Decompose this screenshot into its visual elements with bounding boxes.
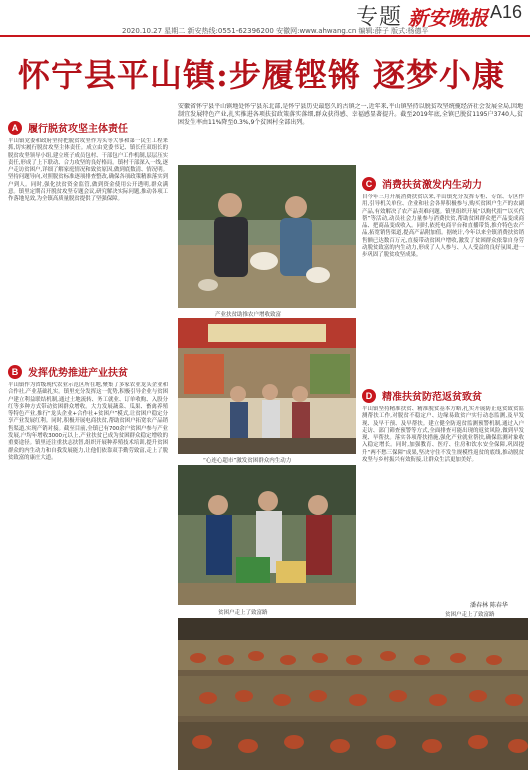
section-b-text: 平山镇作为省级现代农业示范区所在地,聚集了多家农业龙头企业和合作社,产业基础扎实。镇里充分发挥这一优势,积极引导企业与贫困户建立利益联结机制,通过土地流转、务工就业、订单收购、入股分红等多种方式带动贫困群众增收。大力发展蔬菜、瓜果、畜禽养殖等特色产业,推行“龙头企业+合作社+贫困户”模式,让贫困户稳定分享产业发展红利。同时,积极开展电商扶贫,帮助贫困户拓宽农产品销售渠道,实现产销对接。截至目前,全镇已有700余户贫困户参与产业发展,户均年增收3000元以上,产业扶贫已成为贫困群众稳定增收的重要途径。镇里还注重扶志扶智,组织开展种养殖技术培训,提升贫困群众的内生动力和自我发展能力,让他们依靠双手勤劳致富,走上了脱贫致富的康庄大道。 — [8, 382, 168, 461]
photo-caption-4: 贫困户走上了致富路 — [445, 612, 495, 618]
section-d-title: 精准扶贫防范返贫致贫 — [382, 392, 482, 403]
section-c-text: 自今年三月开展消费扶贫以来,平山镇充分发挥专柜、专馆、专区作用,引导机关单位、企业和社会各界积极参与,购买贫困户生产的农副产品,有效解决了农产品卖难问题。镇里组织开展“以购代捐”“以买代帮”等活动,动员社会力量参与消费扶贫,帮助贫困群众把产品变成商品、把商品变成收入。同时,依托电商平台和直播带货,推介特色农产品,拓宽销售渠道,提高产品附加值。据统计,今年以来全镇消费扶贫销售额已达数百万元,直接带动贫困户增收,激发了贫困群众依靠自身劳动脱贫致富的内生动力,形成了人人参与、人人受益的良好氛围,进一步巩固了脱贫攻坚成果。 — [362, 194, 524, 259]
section-b-heading — [8, 364, 128, 379]
section-a-text: 平山镇党委和政府坚持把脱贫攻坚作为头等大事和第一民生工程来抓,切实履行脱贫攻坚主体责任。成立由党委书记、镇长任双组长的脱贫攻坚领导小组,建立班子成员包村、干部包户工作机制,层层压实责任,形成了上下联动、合力攻坚的良好格局。镇村干部深入一线,逐户走访贫困户,详细了解家庭情况和致贫原因,做到底数清、情况明。坚持问题导向,对照脱贫标准逐项排查整改,确保各项政策精准落实到户到人。同时,强化扶贫资金监管,做到资金使用公开透明,群众满意。镇里定期召开脱贫攻坚专题会议,研究解决实际问题,推动各项工作落地见效,为全镇高质量脱贫提供了坚强保障。 — [8, 138, 168, 203]
photo-chicken-farm — [178, 618, 528, 770]
section-c-heading — [362, 176, 482, 191]
photo-poultry-farmer — [178, 165, 356, 308]
header-meta: 2020.10.27 星期二 新安热线:0551-62396200 安徽网:www.ahwang.cn 编辑:薛子 版式:杨德平 — [122, 27, 429, 35]
section-d-badge: D — [362, 389, 376, 403]
header-rule — [0, 35, 530, 37]
section-a-title: 履行脱贫攻坚主体责任 — [28, 124, 128, 135]
photo-caption-2: “心连心超市”激发贫困群众内生动力 — [203, 458, 292, 464]
section-a-badge: A — [8, 121, 22, 135]
section-c-title: 消费扶贫激发内生动力 — [382, 180, 482, 191]
section-c-badge: C — [362, 177, 376, 191]
page-number: A16 — [490, 2, 523, 22]
photo-caption-3: 贫困户走上了致富路 — [218, 610, 268, 616]
author-byline: 潘春林 陈春华 — [470, 602, 508, 609]
section-a-heading — [8, 120, 128, 135]
section-b-badge: B — [8, 365, 22, 379]
photo-caption-1: 产业扶贫助推农户增收致富 — [215, 312, 282, 318]
section-b-title: 发挥优势推进产业扶贫 — [28, 368, 128, 379]
lead-paragraph: 安徽省怀宁县平山镇地处怀宁县东北部,是怀宁县历史最悠久的古镇之一,近年来,平山镇坚持以脱贫攻坚统揽经济社会发展全局,因地制宜发展特色产业,扎实推进各项扶贫政策落实落细,群众获得感、幸福感显著提升。截至2019年底,全镇已脱贫1195户3740人,贫困发生率由11%降至0.3%,9个贫困村全部出列。 — [178, 103, 523, 126]
newspaper-logo: 新安晚报 — [408, 6, 488, 30]
photo-supermarket — [178, 318, 356, 454]
page-title: 怀宁县平山镇:步履铿锵 逐梦小康 — [18, 56, 505, 94]
section-label: 专题 — [356, 5, 403, 30]
section-d-text: 平山镇坚持精准扶贫、精准脱贫基本方略,扎实开展防止返贫致贫监测帮扶工作,对脱贫不稳定户、边缘易致贫户实行动态监测,及早发现、及早干预、及早帮扶。建立健全防返贫监测预警机制,通过入户走访、部门筛查预警等方式,全面排查可能出现的返贫风险,做到早发现、早帮扶。落实各项帮扶措施,强化产业就业帮扶,确保监测对象收入稳定增长。同时,加强教育、医疗、住房和饮水安全保障,巩固提升“两不愁三保障”成果,坚决守住不发生规模性返贫的底线,推动脱贫攻坚与乡村振兴有效衔接,让群众生活更加美好。 — [362, 406, 524, 464]
section-d-heading — [362, 388, 482, 403]
photo-farmers-boxes — [178, 465, 356, 605]
